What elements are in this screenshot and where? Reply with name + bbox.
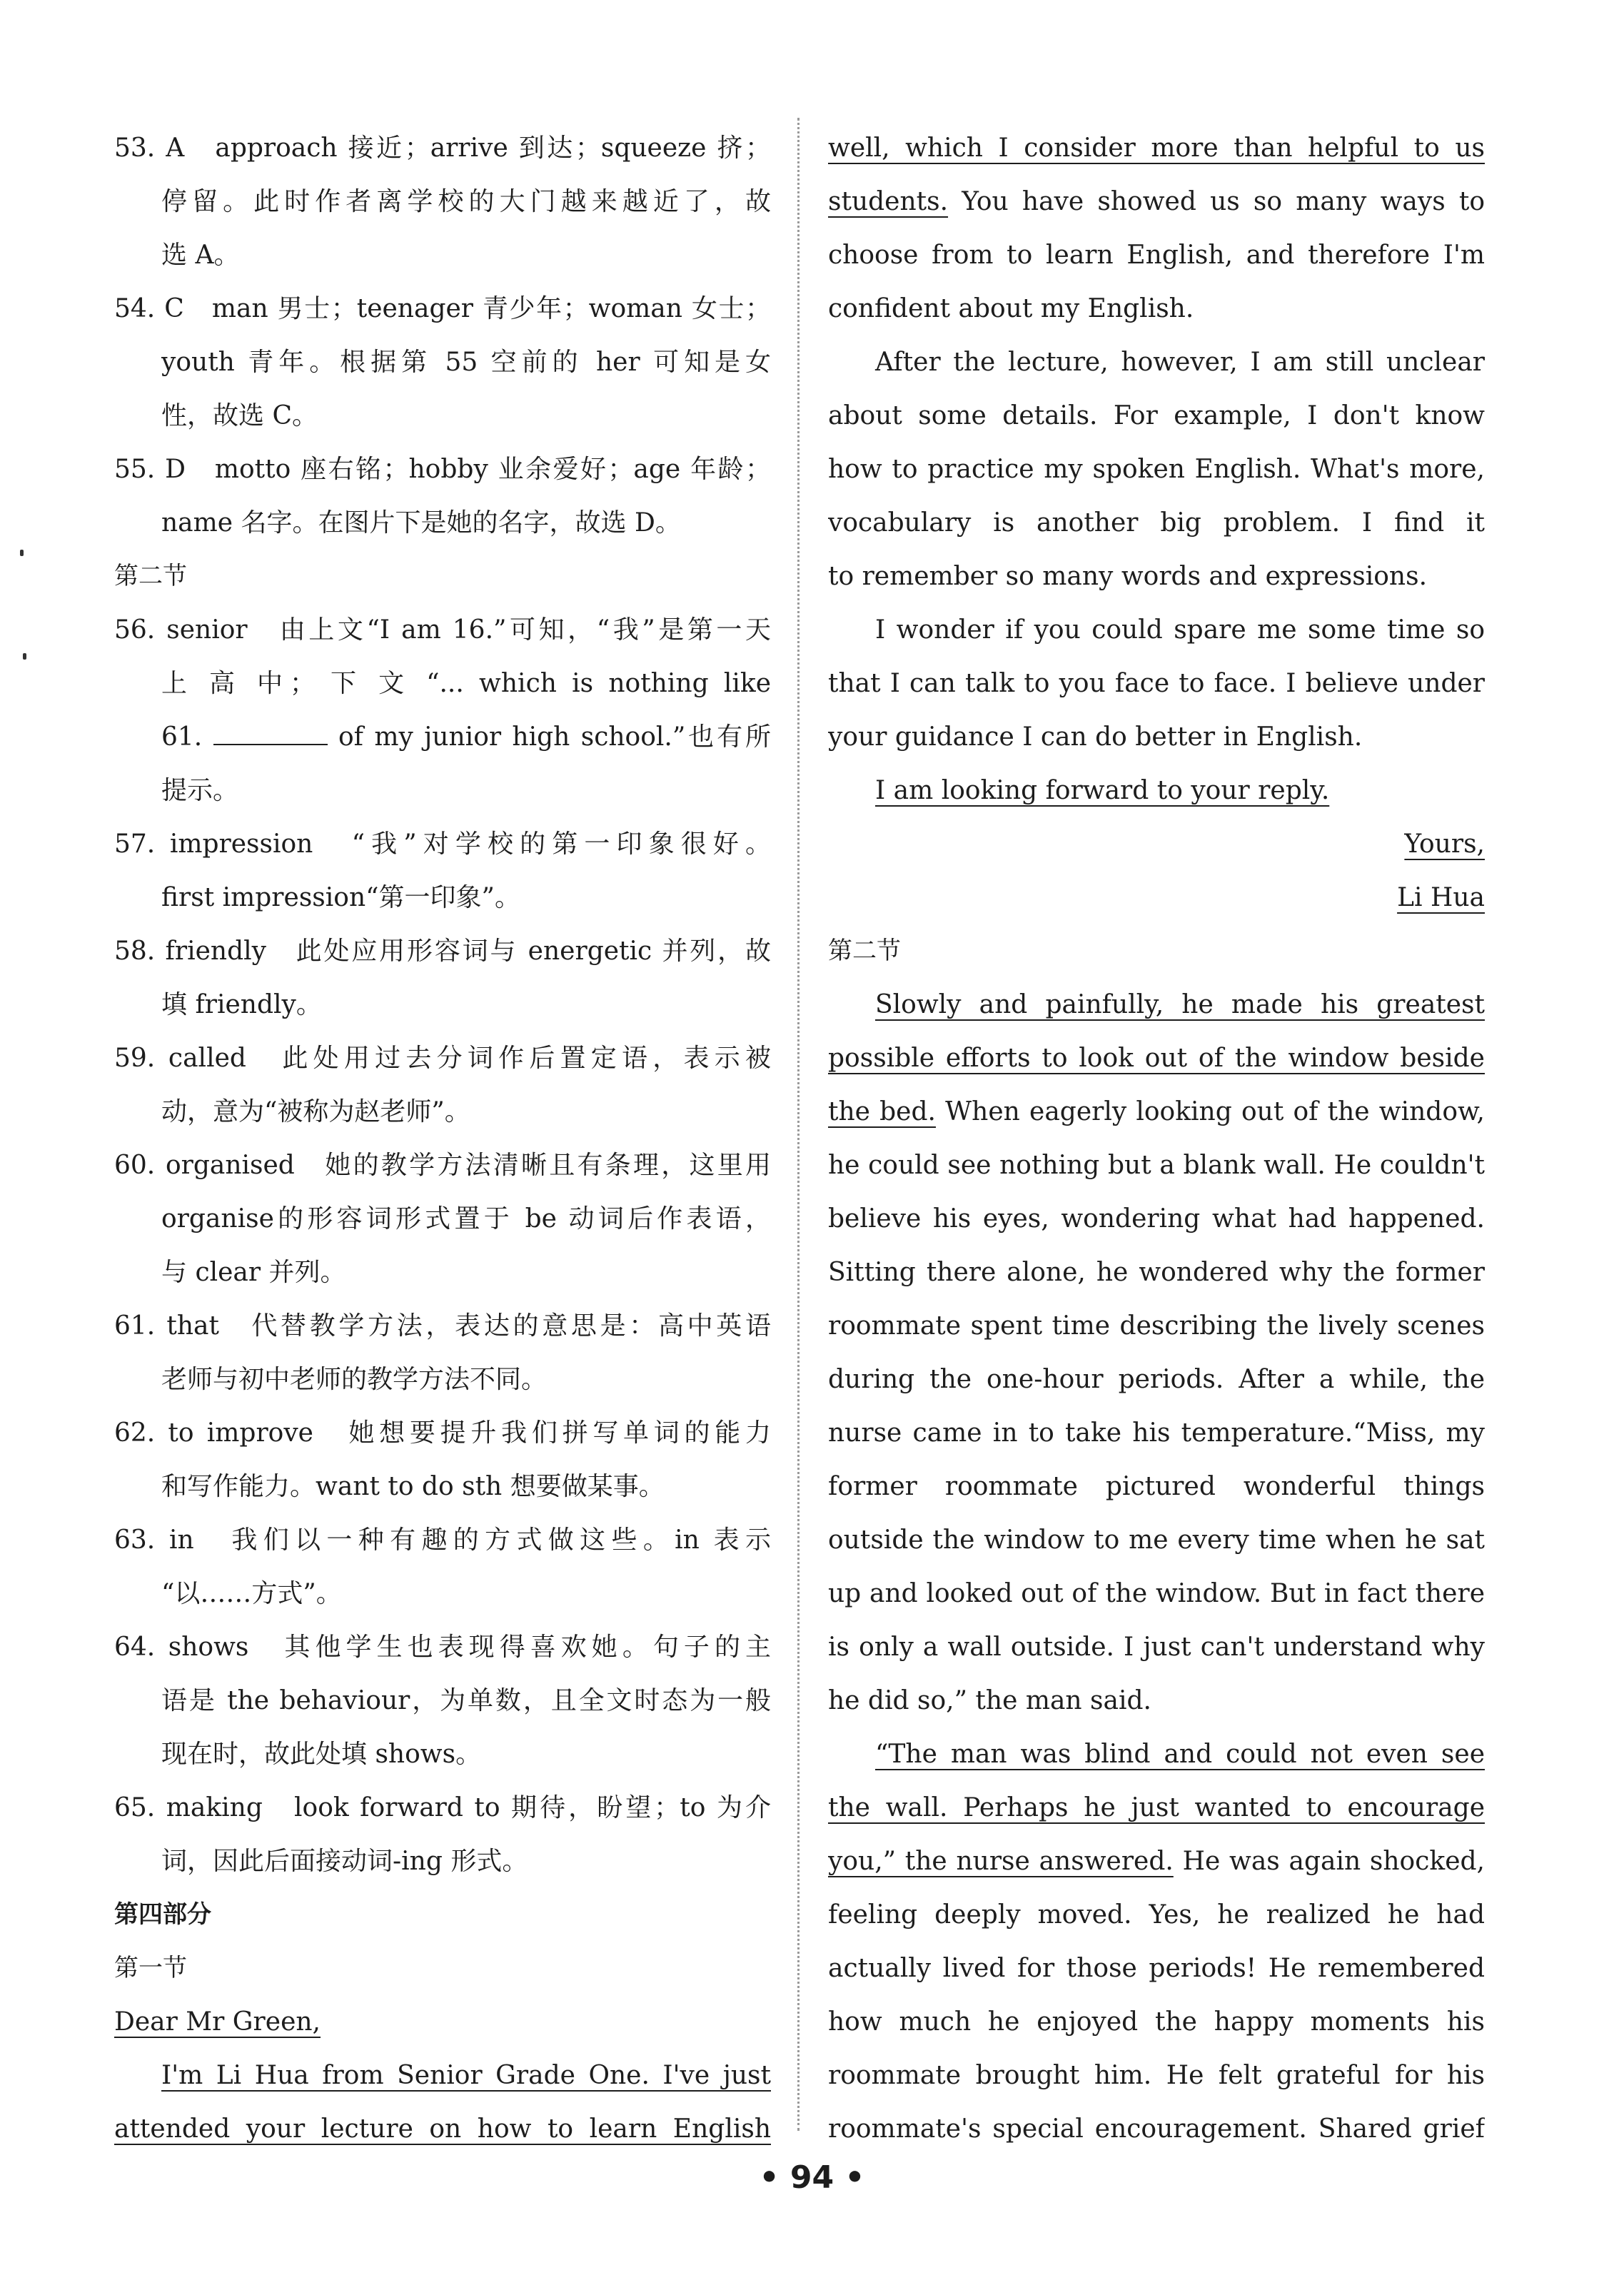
essay-line: confident about my English. bbox=[828, 294, 1194, 323]
essay-line: he did so,” the man said. bbox=[828, 1686, 1151, 1715]
section-heading: 第四部分 bbox=[114, 1900, 211, 1929]
essay-line: I wonder if you could spare me some time so bbox=[875, 615, 1485, 645]
answer-line: 58. friendly 此处应用形容词与 energetic 并列，故 bbox=[114, 937, 771, 966]
essay-line: believe his eyes, wondering what had happened. bbox=[828, 1204, 1485, 1234]
underlined-text: students. bbox=[828, 187, 949, 216]
essay-line: actually lived for those periods! He remembered bbox=[828, 1954, 1485, 1983]
underlined-text: Yours, bbox=[1404, 829, 1485, 859]
answer-line: 64. shows 其他学生也表现得喜欢她。句子的主 bbox=[114, 1633, 771, 1662]
underlined-text: Slowly and painfully, he made his greatest bbox=[875, 990, 1485, 1019]
margin-mark bbox=[23, 653, 26, 660]
answer-line: first impression“第一印象”。 bbox=[161, 883, 520, 912]
fill-in-blank bbox=[213, 722, 328, 745]
answer-line: name 名字。在图片下是她的名字，故选 D。 bbox=[161, 508, 681, 538]
answer-line: 和写作能力。want to do sth 想要做某事。 bbox=[161, 1472, 665, 1501]
answer-line: 56. senior 由上文“I am 16.”可知，“我”是第一天 bbox=[114, 615, 771, 645]
answer-line: 59. called 此处用过去分词作后置定语，表示被 bbox=[114, 1044, 771, 1073]
underlined-text: I'm Li Hua from Senior Grade One. I've just bbox=[161, 2061, 771, 2090]
answer-line: 老师与初中老师的教学方法不同。 bbox=[161, 1365, 548, 1394]
answer-line: 语是 the behaviour，为单数，且全文时态为一般 bbox=[161, 1686, 771, 1715]
right-column bbox=[828, 121, 1485, 2156]
underlined-text: attended your lecture on how to learn English bbox=[114, 2114, 771, 2144]
essay-line bbox=[828, 1031, 1485, 1085]
essay-line: nurse came in to take his temperature.“Miss, my bbox=[828, 1418, 1485, 1448]
answer-line: 填 friendly。 bbox=[161, 990, 322, 1019]
answer-line: “以……方式”。 bbox=[161, 1579, 342, 1608]
answer-line bbox=[114, 2049, 771, 2102]
line-text: He was again shocked, bbox=[1173, 1847, 1485, 1876]
underlined-text: I am looking forward to your reply. bbox=[875, 776, 1330, 805]
essay-line: about some details. For example, I don't know bbox=[828, 401, 1485, 430]
answer-line: 62. to improve 她想要提升我们拼写单词的能力 bbox=[114, 1418, 771, 1448]
essay-line: how to practice my spoken English. What's more, bbox=[828, 455, 1485, 484]
section-heading: 第二节 bbox=[114, 562, 187, 590]
answer-line: 提示。 bbox=[161, 776, 239, 805]
answer-line: 60. organised 她的教学方法清晰且有条理，这里用 bbox=[114, 1151, 771, 1180]
underlined-text: the bed. bbox=[828, 1097, 936, 1126]
essay-line bbox=[828, 817, 1485, 871]
section-heading: 第二节 bbox=[828, 937, 901, 965]
answer-line: 停留。此时作者离学校的大门越来越近了，故 bbox=[161, 187, 771, 216]
answer-line: 65. making look forward to 期待，盼望；to 为介 bbox=[114, 1793, 771, 1822]
column-divider bbox=[797, 118, 800, 2131]
answer-line: 63. in 我们以一种有趣的方式做这些。in 表示 bbox=[114, 1525, 771, 1555]
line-text: of my junior high school.”也有所 bbox=[327, 722, 771, 752]
underlined-text: Dear Mr Green, bbox=[114, 2007, 321, 2037]
essay-line: Sitting there alone, he wondered why the former bbox=[828, 1258, 1485, 1287]
essay-line bbox=[828, 1727, 1485, 1781]
essay-line bbox=[828, 978, 1485, 1031]
essay-line: former roommate pictured wonderful things bbox=[828, 1472, 1485, 1501]
underlined-text: possible efforts to look out of the window beside bbox=[828, 1044, 1485, 1073]
page-number: • 94 • bbox=[759, 2159, 865, 2196]
underlined-text: “The man was blind and could not even see bbox=[875, 1740, 1485, 1769]
essay-line: how much he enjoyed the happy moments his bbox=[828, 2007, 1485, 2037]
essay-line: roommate brought him. He felt grateful for his bbox=[828, 2061, 1485, 2090]
line-text: You have showed us so many ways to bbox=[948, 187, 1485, 216]
essay-line: vocabulary is another big problem. I find it bbox=[828, 508, 1485, 538]
essay-line: your guidance I can do better in English. bbox=[828, 722, 1363, 752]
essay-line: he could see nothing but a blank wall. He couldn't bbox=[828, 1151, 1485, 1180]
answer-line: 53. A approach 接近；arrive 到达；squeeze 挤； bbox=[114, 133, 771, 163]
line-text: 61. bbox=[161, 722, 213, 752]
essay-line: up and looked out of the window. But in fact there bbox=[828, 1579, 1485, 1608]
essay-line: feeling deeply moved. Yes, he realized he had bbox=[828, 1900, 1485, 1930]
essay-line: choose from to learn English, and therefore I'm bbox=[828, 241, 1485, 270]
answer-line: 性，故选 C。 bbox=[161, 401, 318, 430]
essay-line bbox=[828, 1085, 1485, 1139]
essay-line bbox=[828, 1781, 1485, 1835]
answer-line: organise的形容词形式置于 be 动词后作表语， bbox=[161, 1204, 771, 1234]
essay-line bbox=[828, 1835, 1485, 1888]
essay-line: to remember so many words and expressions. bbox=[828, 562, 1428, 591]
essay-line: roommate spent time describing the lively scenes bbox=[828, 1311, 1485, 1341]
essay-line: roommate's special encouragement. Shared grief bbox=[828, 2114, 1485, 2144]
underlined-text: the wall. Perhaps he just wanted to encourage bbox=[828, 1793, 1485, 1822]
essay-line: during the one-hour periods. After a while, the bbox=[828, 1365, 1485, 1394]
underlined-text: well, which I consider more than helpful to us bbox=[828, 133, 1485, 163]
answer-line: youth 青年。根据第 55 空前的 her 可知是女 bbox=[161, 348, 771, 377]
answer-line: 与 clear 并列。 bbox=[161, 1258, 346, 1287]
answer-line: 55. D motto 座右铭；hobby 业余爱好；age 年龄； bbox=[114, 455, 771, 484]
essay-line bbox=[828, 121, 1485, 175]
answer-line bbox=[114, 710, 771, 764]
essay-line: After the lecture, however, I am still unclear bbox=[875, 348, 1485, 377]
line-text: When eagerly looking out of the window, bbox=[935, 1097, 1485, 1126]
answer-line: 现在时，故此处填 shows。 bbox=[161, 1740, 482, 1769]
answer-line: 上 高 中； 下 文 “... which is nothing like bbox=[161, 669, 771, 698]
section-heading: 第一节 bbox=[114, 1954, 187, 1982]
essay-line bbox=[828, 175, 1485, 228]
essay-line bbox=[828, 764, 1485, 817]
essay-line: is only a wall outside. I just can't understand why bbox=[828, 1633, 1485, 1662]
underlined-text: Li Hua bbox=[1397, 883, 1485, 912]
underlined-text: you,” the nurse answered. bbox=[828, 1847, 1174, 1876]
answer-line: 动，意为“被称为赵老师”。 bbox=[161, 1097, 470, 1126]
answer-line bbox=[114, 2102, 771, 2156]
answer-line: 57. impression “我”对学校的第一印象很好。 bbox=[114, 829, 771, 859]
answer-line bbox=[114, 1995, 771, 2049]
answer-line: 选 A。 bbox=[161, 241, 240, 270]
essay-line: that I can talk to you face to face. I believe under bbox=[828, 669, 1485, 698]
essay-line: outside the window to me every time when he sat bbox=[828, 1525, 1485, 1555]
answer-line: 词，因此后面接动词-ing 形式。 bbox=[161, 1847, 528, 1876]
margin-mark bbox=[20, 550, 24, 556]
left-column bbox=[114, 121, 771, 2156]
answer-line: 61. that 代替教学方法，表达的意思是：高中英语 bbox=[114, 1311, 771, 1341]
answer-line: 54. C man 男士；teenager 青少年；woman 女士； bbox=[114, 294, 771, 323]
essay-line bbox=[828, 871, 1485, 924]
